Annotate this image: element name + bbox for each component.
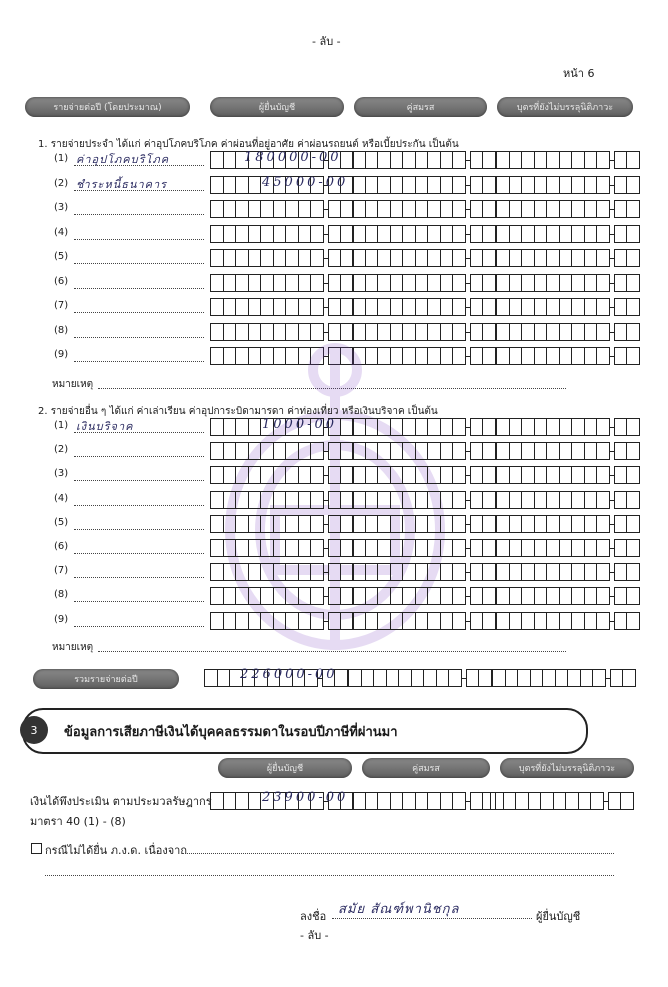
- section1-title: 1. รายจ่ายประจำ ได้แก่ ค่าอุปโภคบริโภค ค่าผ่อนที่อยู่อาศัย ค่าผ่อนรถยนต์ หรือเบี้ยประกัน เป็นต้น: [38, 139, 459, 150]
- s3-spouse-amount-boxes[interactable]: [352, 792, 496, 810]
- section1-spouse-amount-boxes[interactable]: [352, 249, 496, 267]
- section2-filer-amount-boxes[interactable]: [210, 612, 354, 630]
- section1-child-amount-boxes[interactable]: [496, 249, 640, 267]
- section1-filer-amount-boxes[interactable]: [210, 274, 354, 292]
- section2-filer-amount-boxes[interactable]: [210, 442, 354, 460]
- total-child-amount-boxes[interactable]: [492, 669, 636, 687]
- total-amount: 226000-00: [240, 667, 338, 682]
- section2-row-number: (6): [54, 541, 69, 552]
- section2-spouse-amount-boxes[interactable]: [352, 612, 496, 630]
- section1-child-amount-boxes[interactable]: [496, 176, 640, 194]
- section1-child-amount-boxes[interactable]: [496, 323, 640, 341]
- section2-spouse-amount-boxes[interactable]: [352, 515, 496, 533]
- section2-child-amount-boxes[interactable]: [496, 612, 640, 630]
- no-filing-label: กรณีไม่ได้ยื่น ภ.ง.ด. เนื่องจาก: [45, 844, 187, 857]
- income-label: เงินได้พึงประเมิน ตามประมวลรัษฎากร: [30, 795, 212, 808]
- section2-spouse-amount-boxes[interactable]: [352, 491, 496, 509]
- section1-filer-amount-boxes[interactable]: [210, 249, 354, 267]
- section2-spouse-amount-boxes[interactable]: [352, 466, 496, 484]
- section2-child-amount-boxes[interactable]: [496, 515, 640, 533]
- bottom-secret-label: - ลับ -: [300, 929, 329, 942]
- section1-filer-amount-boxes[interactable]: [210, 200, 354, 218]
- section1-filer-amount-boxes[interactable]: [210, 298, 354, 316]
- s3-header-filer: ผู้ยื่นบัญชี: [218, 758, 352, 778]
- section1-spouse-amount-boxes[interactable]: [352, 176, 496, 194]
- section2-child-amount-boxes[interactable]: [496, 466, 640, 484]
- top-secret-label: - ลับ -: [312, 35, 341, 48]
- header-spouse: คู่สมรส: [354, 97, 487, 117]
- section2-child-amount-boxes[interactable]: [496, 587, 640, 605]
- section1-row-number: (7): [54, 300, 69, 311]
- section1-spouse-amount-boxes[interactable]: [352, 274, 496, 292]
- page-number: หน้า 6: [563, 67, 595, 80]
- section1-row-number: (2): [54, 177, 69, 189]
- section1-row-number: (4): [54, 226, 69, 238]
- section2-row-number: (5): [54, 516, 69, 528]
- section2-row-number: (8): [54, 589, 69, 601]
- section2-spouse-amount-boxes[interactable]: [352, 418, 496, 436]
- section2-remark: หมายเหตุ: [52, 642, 94, 653]
- header-minor-child: บุตรที่ยังไม่บรรลุนิติภาวะ: [497, 97, 633, 117]
- section1-row-number: (1): [54, 153, 69, 164]
- section2-filer-amount-boxes[interactable]: [210, 466, 354, 484]
- section2-filer-amount-boxes[interactable]: [210, 587, 354, 605]
- section2-filer-amount-boxes[interactable]: [210, 563, 354, 581]
- section2-child-amount-boxes[interactable]: [496, 539, 640, 557]
- s3-child-amount-boxes[interactable]: [490, 792, 634, 810]
- section2-child-amount-boxes[interactable]: [496, 563, 640, 581]
- section1-spouse-amount-boxes[interactable]: [352, 200, 496, 218]
- section2-row-number: (2): [54, 444, 69, 456]
- section2-spouse-amount-boxes[interactable]: [352, 563, 496, 581]
- section2-spouse-amount-boxes[interactable]: [352, 442, 496, 460]
- section1-row-number: (8): [54, 324, 69, 336]
- income-amount: 23900-00: [262, 790, 349, 805]
- section1-row-description: ชำระหนี้ธนาคาร: [76, 177, 168, 191]
- signature-prefix: ลงชื่อ: [300, 910, 327, 923]
- section1-spouse-amount-boxes[interactable]: [352, 298, 496, 316]
- section2-child-amount-boxes[interactable]: [496, 418, 640, 436]
- section2-child-amount-boxes[interactable]: [496, 491, 640, 509]
- section1-filer-amount-boxes[interactable]: [210, 225, 354, 243]
- income-label-section: มาตรา 40 (1) - (8): [30, 815, 126, 828]
- section1-row-number: (9): [54, 349, 69, 360]
- section2-filer-amount-boxes[interactable]: [210, 539, 354, 557]
- section2-row-number: (3): [54, 468, 69, 480]
- header-filer: ผู้ยื่นบัญชี: [210, 97, 344, 117]
- section1-child-amount-boxes[interactable]: [496, 298, 640, 316]
- signature-name: สมัย สัณฑ์พานิชกุล: [338, 902, 460, 917]
- s3-header-spouse: คู่สมรส: [362, 758, 490, 778]
- section2-spouse-amount-boxes[interactable]: [352, 587, 496, 605]
- section2-row-description: เงินบริจาค: [76, 420, 134, 433]
- section1-child-amount-boxes[interactable]: [496, 151, 640, 169]
- section2-title: 2. รายจ่ายอื่น ๆ ได้แก่ ค่าเล่าเรียน ค่าอุปการะบิดามารดา ค่าท่องเที่ยว หรือเงินบริจาค เป็นต้น: [38, 406, 438, 417]
- section1-child-amount-boxes[interactable]: [496, 347, 640, 365]
- section1-child-amount-boxes[interactable]: [496, 200, 640, 218]
- total-label: รวมรายจ่ายต่อปี: [33, 669, 179, 689]
- section1-row-number: (6): [54, 275, 69, 287]
- section1-row-amount: 180000-00: [244, 150, 342, 165]
- section2-filer-amount-boxes[interactable]: [210, 491, 354, 509]
- section2-filer-amount-boxes[interactable]: [210, 515, 354, 533]
- signature-suffix: ผู้ยื่นบัญชี: [536, 910, 581, 923]
- section2-row-number: (1): [54, 420, 69, 431]
- section2-row-number: (9): [54, 613, 69, 625]
- s3-header-minor-child: บุตรที่ยังไม่บรรลุนิติภาวะ: [500, 758, 634, 778]
- section1-child-amount-boxes[interactable]: [496, 274, 640, 292]
- section2-spouse-amount-boxes[interactable]: [352, 539, 496, 557]
- section2-row-number: (7): [54, 565, 69, 577]
- section1-child-amount-boxes[interactable]: [496, 225, 640, 243]
- section2-row-number: (4): [54, 492, 69, 504]
- section3-number: 3: [20, 716, 48, 744]
- section2-row-amount: 1000-00: [262, 417, 338, 432]
- no-filing-checkbox[interactable]: [31, 843, 42, 854]
- section1-row-number: (5): [54, 251, 69, 262]
- section3-title: ข้อมูลการเสียภาษีเงินได้บุคคลธรรมดาในรอบปีภาษีที่ผ่านมา: [64, 725, 398, 740]
- section1-row-description: ค่าอุปโภคบริโภค: [76, 153, 170, 166]
- section1-remark: หมายเหตุ: [52, 379, 94, 390]
- section1-spouse-amount-boxes[interactable]: [352, 151, 496, 169]
- section2-child-amount-boxes[interactable]: [496, 442, 640, 460]
- section1-spouse-amount-boxes[interactable]: [352, 225, 496, 243]
- section1-row-number: (3): [54, 202, 69, 213]
- total-spouse-amount-boxes[interactable]: [348, 669, 492, 687]
- section1-row-amount: 45000-00: [262, 174, 349, 190]
- header-expense-per-year: รายจ่ายต่อปี (โดยประมาณ): [25, 97, 190, 117]
